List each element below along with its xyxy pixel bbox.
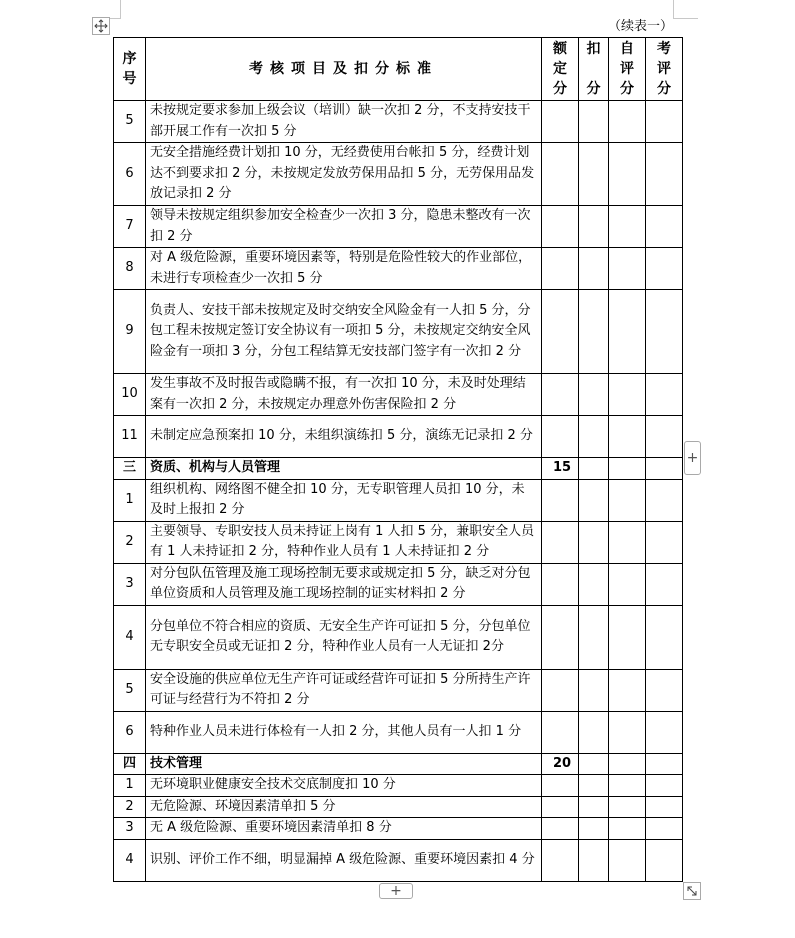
row-number: 6 bbox=[114, 711, 146, 753]
criteria-text: 无 A 级危险源、重要环境因素清单扣 8 分 bbox=[146, 818, 542, 840]
continued-label: （续表一） bbox=[608, 19, 674, 34]
criteria-text: 无危险源、环境因素清单扣 5 分 bbox=[146, 796, 542, 818]
row-number: 8 bbox=[114, 248, 146, 290]
review-assessment-cell[interactable] bbox=[646, 775, 683, 797]
criteria-text: 对 A 级危险源，重要环境因素等，特别是危险性较大的作业部位，未进行专项检查少一次扣 5 分 bbox=[146, 248, 542, 290]
quota-score-cell[interactable]: 15 bbox=[542, 458, 579, 480]
criteria-text: 主要领导、专职安技人员未持证上岗有 1 人扣 5 分，兼职安全人员有 1 人未持证扣 2 分，特种作业人员有 1 人未持证扣 2 分 bbox=[146, 521, 542, 563]
row-number: 2 bbox=[114, 796, 146, 818]
review-assessment-cell[interactable] bbox=[646, 563, 683, 605]
resize-diagonal-icon bbox=[686, 885, 698, 897]
deduction-cell[interactable] bbox=[579, 479, 609, 521]
criteria-text: 无安全措施经费计划扣 10 分，无经费使用台帐扣 5 分，经费计划达不到要求扣 2 分，未按规定发放劳保用品扣 5 分，无劳保用品发放记录扣 2 分 bbox=[146, 143, 542, 206]
quota-score-cell[interactable] bbox=[542, 669, 579, 711]
row-number: 1 bbox=[114, 775, 146, 797]
criteria-text: 未按规定要求参加上级会议（培训）缺一次扣 2 分，不支持安技干部开展工作有一次扣 5 分 bbox=[146, 101, 542, 143]
quota-score-cell[interactable] bbox=[542, 374, 579, 416]
deduction-cell[interactable] bbox=[579, 416, 609, 458]
header-number: 序 号 bbox=[114, 38, 146, 101]
quota-score-cell[interactable] bbox=[542, 711, 579, 753]
review-assessment-cell[interactable] bbox=[646, 796, 683, 818]
self-assessment-cell[interactable] bbox=[609, 248, 646, 290]
deduction-cell[interactable] bbox=[579, 143, 609, 206]
deduction-cell[interactable] bbox=[579, 669, 609, 711]
row-number: 6 bbox=[114, 143, 146, 206]
quota-score-cell[interactable] bbox=[542, 143, 579, 206]
deduction-cell[interactable] bbox=[579, 206, 609, 248]
table-header-row bbox=[114, 38, 683, 101]
table-row bbox=[114, 839, 683, 881]
review-assessment-cell[interactable] bbox=[646, 458, 683, 480]
self-assessment-cell[interactable] bbox=[609, 374, 646, 416]
quota-score-cell[interactable] bbox=[542, 416, 579, 458]
self-assessment-cell[interactable] bbox=[609, 669, 646, 711]
review-assessment-cell[interactable] bbox=[646, 143, 683, 206]
review-assessment-cell[interactable] bbox=[646, 839, 683, 881]
table-move-handle[interactable] bbox=[92, 17, 110, 35]
table-row bbox=[114, 416, 683, 458]
review-assessment-cell[interactable] bbox=[646, 753, 683, 775]
assessment-table bbox=[113, 37, 683, 882]
header-criteria: 考核项目及扣分标准 bbox=[146, 38, 542, 101]
criteria-text: 未制定应急预案扣 10 分，未组织演练扣 5 分，演练无记录扣 2 分 bbox=[146, 416, 542, 458]
review-assessment-cell[interactable] bbox=[646, 479, 683, 521]
table-row bbox=[114, 775, 683, 797]
table-row bbox=[114, 143, 683, 206]
review-assessment-cell[interactable] bbox=[646, 290, 683, 374]
self-assessment-cell[interactable] bbox=[609, 818, 646, 840]
quota-score-cell[interactable] bbox=[542, 839, 579, 881]
deduction-cell[interactable] bbox=[579, 101, 609, 143]
row-number: 4 bbox=[114, 605, 146, 669]
header-review-assessment: 考 评 分 bbox=[646, 38, 683, 101]
row-number: 5 bbox=[114, 101, 146, 143]
row-number: 3 bbox=[114, 563, 146, 605]
table-row bbox=[114, 521, 683, 563]
add-row-button[interactable] bbox=[379, 883, 413, 899]
deduction-cell[interactable] bbox=[579, 374, 609, 416]
row-number: 9 bbox=[114, 290, 146, 374]
deduction-cell[interactable] bbox=[579, 521, 609, 563]
self-assessment-cell[interactable] bbox=[609, 775, 646, 797]
quota-score-cell[interactable] bbox=[542, 101, 579, 143]
deduction-cell[interactable] bbox=[579, 753, 609, 775]
section-row bbox=[114, 458, 683, 480]
row-number: 7 bbox=[114, 206, 146, 248]
header-self-assessment: 自 评 分 bbox=[609, 38, 646, 101]
criteria-text: 识别、评价工作不细，明显漏掉 A 级危险源、重要环境因素扣 4 分 bbox=[146, 839, 542, 881]
criteria-text: 分包单位不符合相应的资质、无安全生产许可证扣 5 分，分包单位无专职安全员或无证扣 2 分，特种作业人员有一人无证扣 2分 bbox=[146, 605, 542, 669]
deduction-cell[interactable] bbox=[579, 775, 609, 797]
review-assessment-cell[interactable] bbox=[646, 521, 683, 563]
quota-score-cell[interactable] bbox=[542, 248, 579, 290]
criteria-text: 发生事故不及时报告或隐瞒不报，有一次扣 10 分，未及时处理结案有一次扣 2 分，未按规定办理意外伤害保险扣 2 分 bbox=[146, 374, 542, 416]
quota-score-cell[interactable] bbox=[542, 479, 579, 521]
quota-score-cell[interactable] bbox=[542, 796, 579, 818]
review-assessment-cell[interactable] bbox=[646, 374, 683, 416]
section-row bbox=[114, 753, 683, 775]
header-quota-score: 额 定 分 bbox=[542, 38, 579, 101]
row-number: 3 bbox=[114, 818, 146, 840]
self-assessment-cell[interactable] bbox=[609, 753, 646, 775]
deduction-cell[interactable] bbox=[579, 290, 609, 374]
criteria-text: 无环境职业健康安全技术交底制度扣 10 分 bbox=[146, 775, 542, 797]
criteria-text: 负责人、安技干部未按规定及时交纳安全风险金有一人扣 5 分，分包工程未按规定签订安全协议有一项扣 5 分，未按规定交纳安全风险金有一项扣 3 分，分包工程结算无安技部门签字有一次扣 2 分 bbox=[146, 290, 542, 374]
table-row bbox=[114, 374, 683, 416]
self-assessment-cell[interactable] bbox=[609, 711, 646, 753]
table-resize-handle[interactable] bbox=[683, 882, 701, 900]
review-assessment-cell[interactable] bbox=[646, 248, 683, 290]
criteria-text: 特种作业人员未进行体检有一人扣 2 分，其他人员有一人扣 1 分 bbox=[146, 711, 542, 753]
self-assessment-cell[interactable] bbox=[609, 605, 646, 669]
deduction-cell[interactable] bbox=[579, 563, 609, 605]
self-assessment-cell[interactable] bbox=[609, 101, 646, 143]
review-assessment-cell[interactable] bbox=[646, 711, 683, 753]
review-assessment-cell[interactable] bbox=[646, 669, 683, 711]
row-number: 5 bbox=[114, 669, 146, 711]
deduction-cell[interactable] bbox=[579, 605, 609, 669]
criteria-text: 对分包队伍管理及施工现场控制无要求或规定扣 5 分，缺乏对分包单位资质和人员管理及施工现场控制的证实材料扣 2 分 bbox=[146, 563, 542, 605]
deduction-cell[interactable] bbox=[579, 458, 609, 480]
table-row bbox=[114, 563, 683, 605]
review-assessment-cell[interactable] bbox=[646, 605, 683, 669]
quota-score-cell[interactable] bbox=[542, 775, 579, 797]
table-row bbox=[114, 711, 683, 753]
self-assessment-cell[interactable] bbox=[609, 458, 646, 480]
row-number: 11 bbox=[114, 416, 146, 458]
deduction-cell[interactable] bbox=[579, 839, 609, 881]
deduction-cell[interactable] bbox=[579, 248, 609, 290]
deduction-cell[interactable] bbox=[579, 711, 609, 753]
quota-score-cell[interactable] bbox=[542, 563, 579, 605]
quota-score-cell[interactable] bbox=[542, 290, 579, 374]
self-assessment-cell[interactable] bbox=[609, 206, 646, 248]
section-title: 资质、机构与人员管理 bbox=[146, 458, 542, 480]
quota-score-cell[interactable] bbox=[542, 818, 579, 840]
row-number: 4 bbox=[114, 839, 146, 881]
criteria-text: 安全设施的供应单位无生产许可证或经营许可证扣 5 分所持生产许可证与经营行为不符扣 2 分 bbox=[146, 669, 542, 711]
table-row bbox=[114, 101, 683, 143]
table-row bbox=[114, 818, 683, 840]
move-arrows-icon bbox=[94, 19, 108, 33]
self-assessment-cell[interactable] bbox=[609, 479, 646, 521]
table-row bbox=[114, 669, 683, 711]
table-row bbox=[114, 605, 683, 669]
criteria-text: 领导未按规定组织参加安全检查少一次扣 3 分，隐患未整改有一次扣 2 分 bbox=[146, 206, 542, 248]
review-assessment-cell[interactable] bbox=[646, 101, 683, 143]
plus-icon: + bbox=[686, 450, 699, 466]
self-assessment-cell[interactable] bbox=[609, 563, 646, 605]
quota-score-cell[interactable] bbox=[542, 206, 579, 248]
self-assessment-cell[interactable] bbox=[609, 416, 646, 458]
table-row bbox=[114, 206, 683, 248]
self-assessment-cell[interactable] bbox=[609, 290, 646, 374]
review-assessment-cell[interactable] bbox=[646, 818, 683, 840]
row-number: 三 bbox=[114, 458, 146, 480]
table-row bbox=[114, 290, 683, 374]
deduction-cell[interactable] bbox=[579, 818, 609, 840]
quota-score-cell[interactable] bbox=[542, 605, 579, 669]
section-title: 技术管理 bbox=[146, 753, 542, 775]
table-row bbox=[114, 248, 683, 290]
quota-score-cell[interactable] bbox=[542, 521, 579, 563]
table-row bbox=[114, 479, 683, 521]
row-number: 2 bbox=[114, 521, 146, 563]
page-corner-mark-right bbox=[673, 0, 698, 19]
deduction-cell[interactable] bbox=[579, 796, 609, 818]
row-number: 1 bbox=[114, 479, 146, 521]
add-column-button[interactable] bbox=[684, 441, 701, 475]
self-assessment-cell[interactable] bbox=[609, 839, 646, 881]
plus-icon: + bbox=[390, 883, 402, 899]
header-deduction: 扣 分 bbox=[579, 38, 609, 101]
criteria-text: 组织机构、网络图不健全扣 10 分，无专职管理人员扣 10 分，未及时上报扣 2 分 bbox=[146, 479, 542, 521]
table-row bbox=[114, 796, 683, 818]
row-number: 四 bbox=[114, 753, 146, 775]
review-assessment-cell[interactable] bbox=[646, 416, 683, 458]
self-assessment-cell[interactable] bbox=[609, 521, 646, 563]
quota-score-cell[interactable]: 20 bbox=[542, 753, 579, 775]
review-assessment-cell[interactable] bbox=[646, 206, 683, 248]
self-assessment-cell[interactable] bbox=[609, 143, 646, 206]
row-number: 10 bbox=[114, 374, 146, 416]
self-assessment-cell[interactable] bbox=[609, 796, 646, 818]
